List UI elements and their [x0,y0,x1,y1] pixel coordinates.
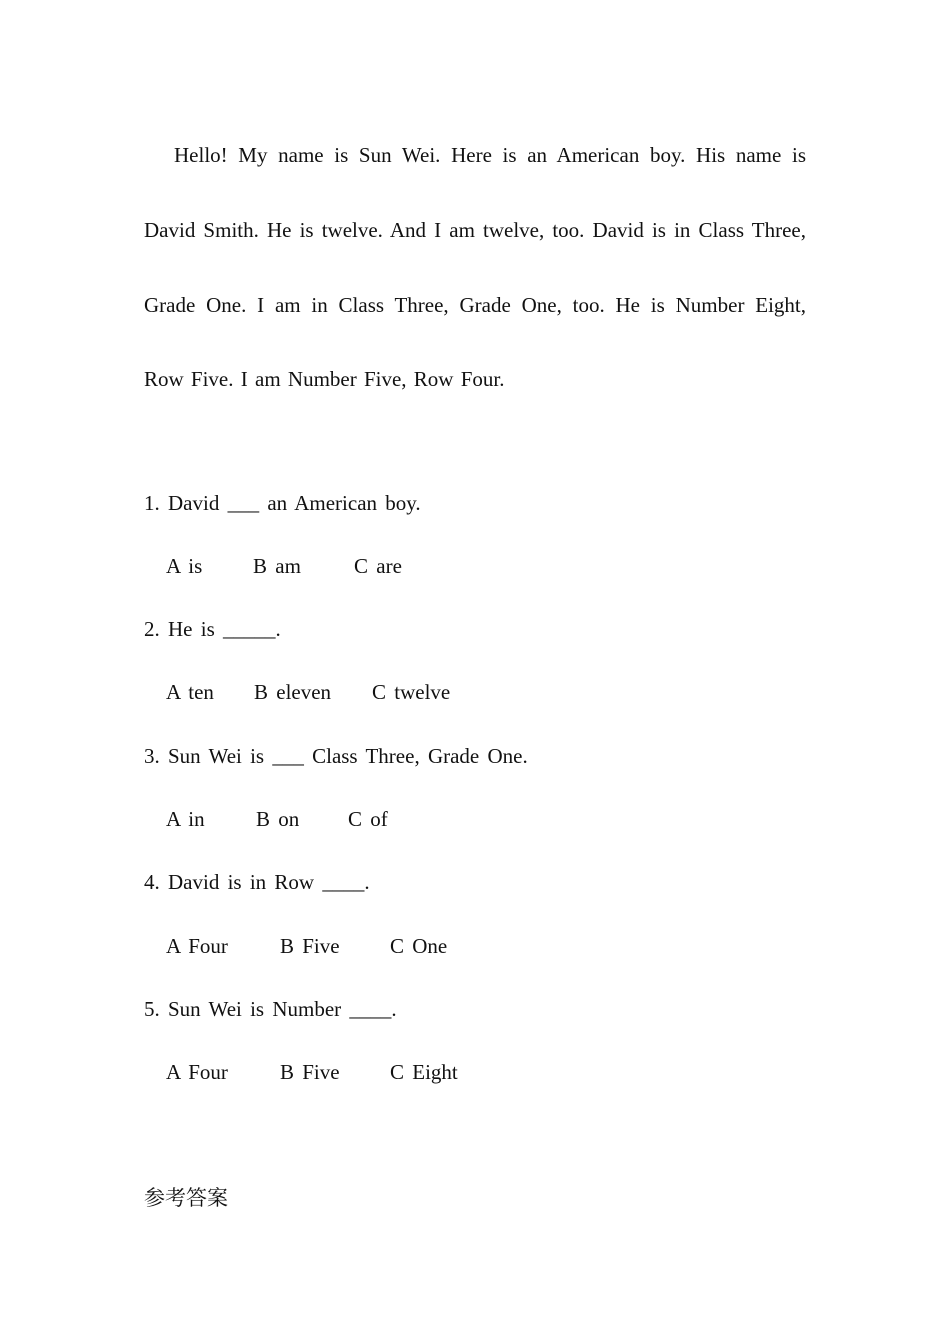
option-c: C are [354,554,402,578]
question-3: 3. Sun Wei is ___ Class Three, Grade One. [144,744,528,768]
option-a: A ten [166,680,214,704]
question-1: 1. David ___ an American boy. [144,491,421,515]
option-c: C of [348,807,388,831]
option-a: A Four [166,1060,228,1084]
question-5-options [166,1057,458,1087]
reading-passage: Hello! My name is Sun Wei. Here is an American boy. His name is David Smith. He is twelve. And I am twelve, too. David is in Class Three, Grade One. I am in Class Three, Grade One, too. He is Number Eight, Row Five. I am Number Five, Row Four. [144,143,806,392]
option-c: C One [390,934,448,958]
option-b: B eleven [254,680,332,704]
question-2: 2. He is _____. [144,617,281,641]
question-4: 4. David is in Row ____. [144,870,370,894]
question-3-options [166,804,388,834]
option-b: B Five [280,1060,340,1084]
option-b: B am [253,554,301,578]
option-a: A is [166,554,203,578]
answer-key-heading: 参考答案 [144,1186,228,1210]
option-b: B Five [280,934,340,958]
question-5: 5. Sun Wei is Number ____. [144,997,397,1021]
option-a: A Four [166,934,228,958]
option-c: C twelve [372,680,451,704]
option-b: B on [256,807,300,831]
question-4-options [166,931,447,961]
question-2-options [166,677,450,707]
option-a: A in [166,807,205,831]
option-c: C Eight [390,1060,458,1084]
question-1-options [166,551,402,581]
